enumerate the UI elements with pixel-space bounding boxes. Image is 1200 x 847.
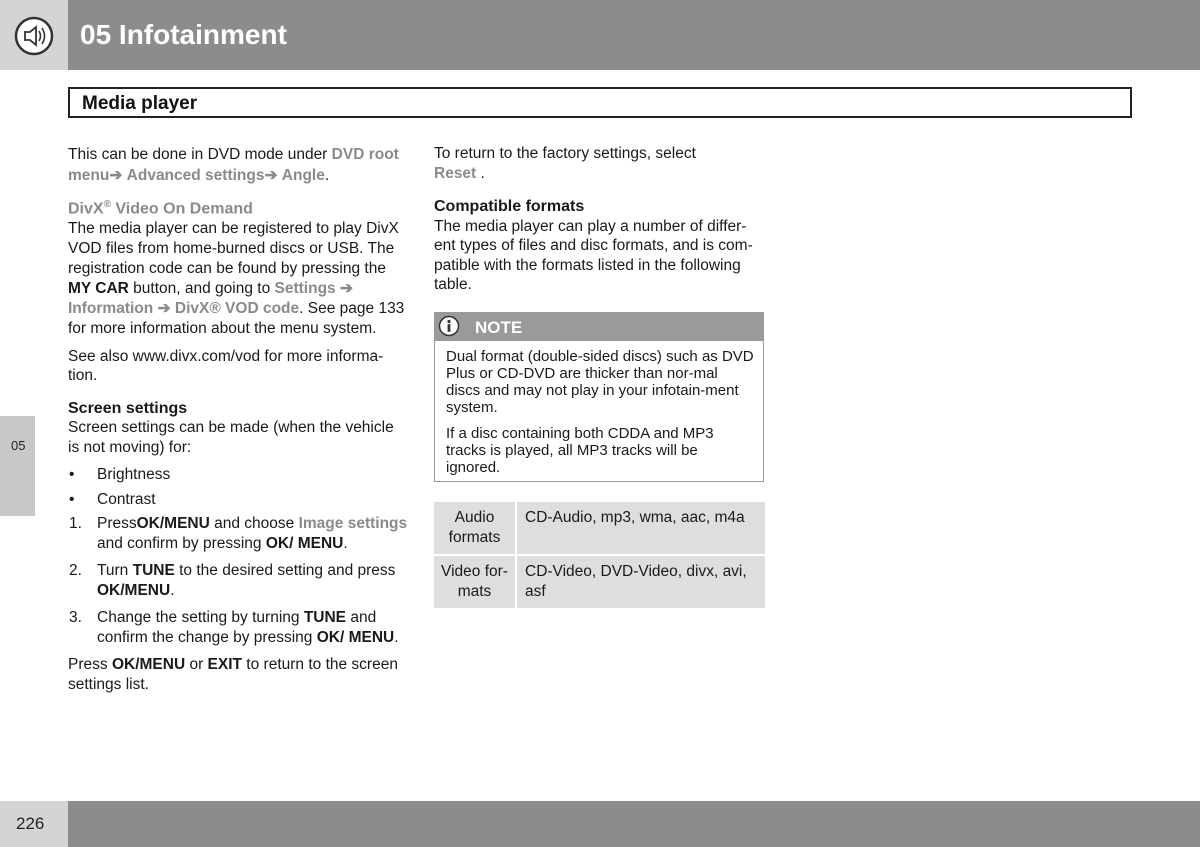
menu-ref: MENU	[348, 628, 395, 646]
note-paragraph: If a disc containing both CDDA and MP3 tracks is played, all MP3 tracks will be ignored.	[446, 425, 714, 476]
ok-ref: OK/	[316, 628, 345, 646]
menu-path-menu: menu	[68, 167, 110, 184]
step-number: 1.	[69, 515, 82, 533]
text-span: to the desired setting and press	[174, 562, 396, 580]
chapter-icon-box	[0, 0, 68, 70]
registered-mark: ®	[103, 199, 111, 210]
ok-menu-ref: OK/MENU	[111, 656, 186, 674]
table-cell-value: CD-Video, DVD-Video, divx, avi, asf	[516, 555, 765, 609]
exit-ref: EXIT	[207, 656, 242, 674]
text-span: .	[476, 164, 485, 182]
list-item	[68, 490, 408, 510]
divx-heading-text: DivX	[68, 200, 104, 218]
divx-heading-text-rest: Video On Demand	[110, 200, 253, 218]
reset-paragraph	[434, 144, 766, 183]
text-span: . See page 133 for more information about the menu system.	[68, 299, 405, 337]
text-span: button, and going to	[128, 279, 275, 297]
text-span: and confirm the change by pressing	[97, 609, 377, 646]
text-span: Turn	[97, 562, 133, 580]
table-cell-key: Audio formats	[434, 502, 516, 555]
arrow-icon: ➔	[109, 167, 123, 184]
formats-table	[434, 502, 765, 610]
text-span: and confirm by pressing	[97, 534, 266, 552]
arrow-icon: ➔	[339, 279, 353, 297]
step-number: 3.	[69, 609, 82, 627]
note-paragraph: Dual format (double-sided discs) such as DVD Plus or CD-DVD are thicker than nor-mal discs and may not play in your infotain-ment system.	[446, 348, 754, 416]
compatible-formats-paragraph: The media player can play a number of differ-ent types of files and disc formats, and is com-patible with the formats listed in the following table.	[434, 217, 753, 293]
footer-band	[0, 801, 1200, 847]
bullet-icon: •	[69, 466, 75, 484]
speaker-icon	[14, 16, 54, 56]
text-span: Press	[97, 515, 137, 533]
note-header	[435, 313, 763, 341]
menu-path-information: Information	[68, 299, 154, 317]
text-span: To return to the factory settings, select	[434, 145, 696, 162]
step-item	[68, 608, 408, 647]
text-span: Change the setting by turning	[97, 609, 304, 627]
section-title-box	[68, 87, 1132, 118]
divx-paragraph	[68, 219, 408, 339]
step-number: 2.	[69, 562, 82, 580]
menu-ref: MENU	[297, 534, 344, 552]
list-item-text: Brightness	[97, 466, 171, 484]
table-row	[434, 555, 765, 609]
arrow-icon: ➔	[264, 167, 278, 184]
menu-path-settings: settings	[347, 515, 408, 533]
menu-path-advanced-settings: Advanced settings	[126, 167, 265, 184]
menu-path-reset: Reset	[434, 164, 477, 182]
my-car-button-ref: MY CAR	[68, 279, 129, 297]
table-cell-key: Video for-mats	[434, 555, 516, 609]
text-span: to return to the screen settings list.	[68, 656, 398, 693]
menu-path-code: code	[262, 299, 300, 317]
screen-settings-intro: Screen settings can be made (when the vehicle is not moving) for:	[68, 419, 394, 456]
step-item	[68, 561, 408, 600]
note-label: NOTE	[475, 318, 523, 337]
text-span: .	[343, 534, 348, 552]
menu-path-angle: Angle	[281, 167, 325, 184]
divx-link-paragraph: See also www.divx.com/vod for more informa-tion.	[68, 347, 384, 385]
table-cell-value: CD-Audio, mp3, wma, aac, m4a	[516, 502, 765, 555]
side-chapter-tab	[0, 416, 35, 516]
menu-path-image: Image	[298, 515, 344, 533]
closing-paragraph	[68, 655, 408, 694]
note-box	[434, 312, 764, 482]
text-span: This can be done in DVD mode under	[68, 146, 332, 163]
list-item	[68, 465, 408, 485]
side-chapter-tab-label: 05	[11, 438, 26, 453]
chapter-title: 05 Infotainment	[80, 19, 287, 50]
ok-menu-ref: OK/MENU	[97, 581, 171, 599]
screen-settings-heading: Screen settings	[68, 399, 188, 417]
info-icon	[438, 315, 460, 337]
text-span: .	[394, 628, 399, 646]
page-number: 226	[16, 814, 45, 833]
left-column	[68, 144, 408, 694]
tune-ref: TUNE	[303, 609, 347, 627]
ok-menu-ref: OK/MENU	[136, 515, 210, 533]
menu-path-dvd-root: DVD root	[331, 146, 399, 163]
text-span: Press	[68, 656, 112, 674]
divx-heading	[68, 195, 408, 219]
bullet-icon: •	[69, 490, 75, 508]
compatible-formats-heading: Compatible formats	[434, 198, 585, 215]
list-item-text: Contrast	[97, 490, 156, 508]
table-row	[434, 502, 765, 555]
dvd-angle-paragraph	[68, 144, 408, 186]
menu-path-divx-vod: DivX® VOD	[174, 299, 259, 317]
middle-column	[434, 144, 766, 295]
tune-ref: TUNE	[132, 562, 175, 580]
text-span: .	[324, 167, 330, 184]
menu-path-settings: Settings	[274, 279, 336, 297]
arrow-icon: ➔	[157, 299, 171, 317]
ok-ref: OK/	[265, 534, 294, 552]
text-span: and choose	[209, 515, 299, 533]
text-span: .	[170, 581, 175, 599]
step-item	[68, 514, 408, 553]
text-span: The media player can be registered to play DivX VOD files from home-burned discs or USB. The registration code can be found by pressing the	[68, 219, 399, 277]
text-span: or	[185, 656, 208, 674]
section-title: Media player	[82, 93, 198, 114]
